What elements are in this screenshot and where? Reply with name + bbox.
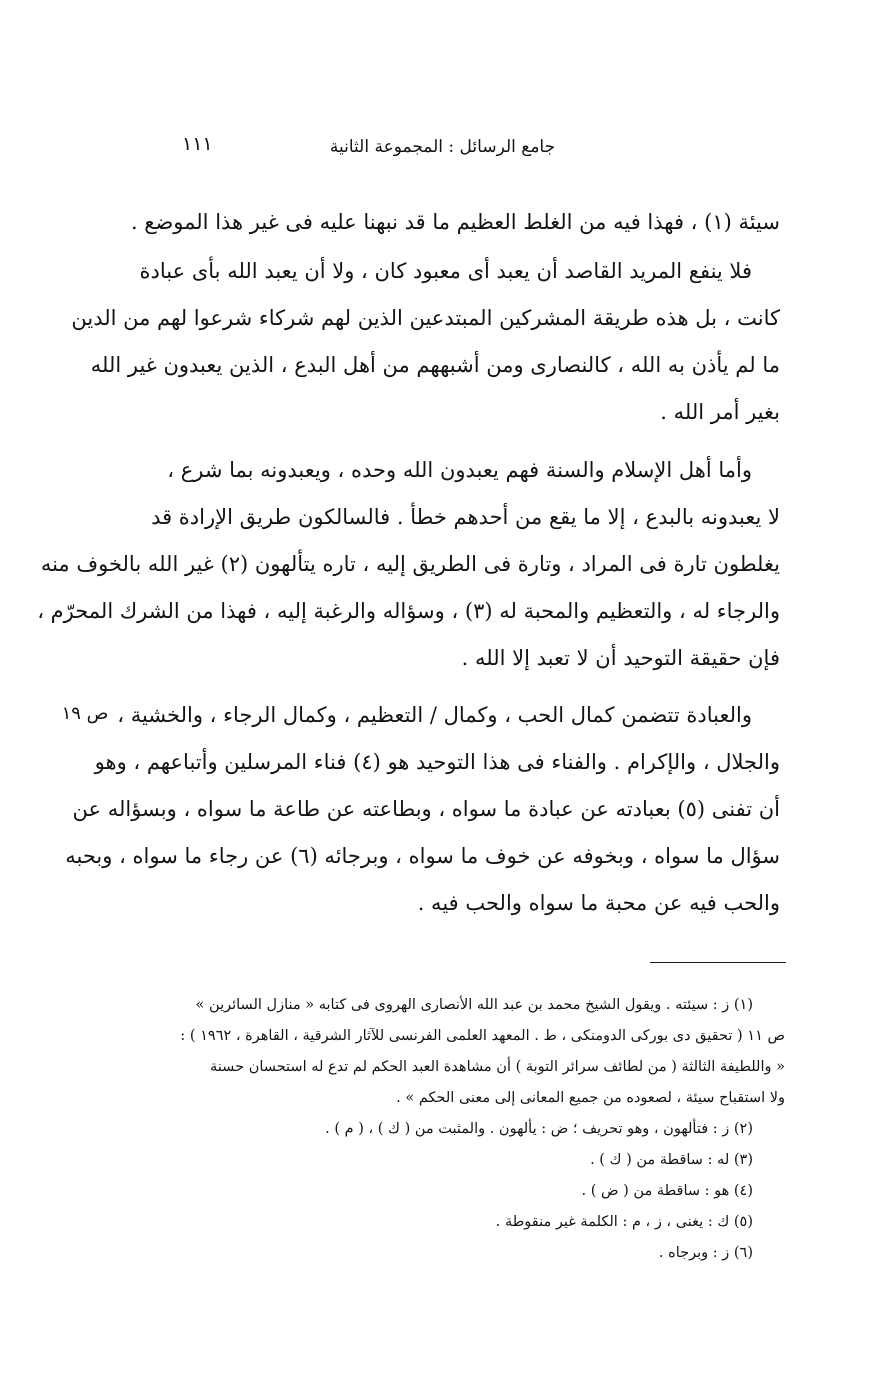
footnote-line: ولا استقباح سيئة ، لصعوده من جميع المعانى إلى معنى الحكم » . <box>396 1090 785 1106</box>
text-line: بغير أمر الله . <box>660 400 780 424</box>
text-line: وأما أهل الإسلام والسنة فهم يعبدون الله وحده ، ويعبدونه بما شرع ، <box>167 458 752 482</box>
footnote-1 <box>150 990 785 1114</box>
running-header-title: جامع الرسائل : المجموعة الثانية <box>329 137 556 157</box>
footnote-separator <box>650 962 786 963</box>
footnote-6: (٦) ز : وبرجاه . <box>658 1245 753 1261</box>
text-line: أن تفنى (٥) بعبادته عن عبادة ما سواه ، وبطاعته عن طاعة ما سواه ، وبسؤاله عن <box>72 797 780 821</box>
text-line: فلا ينفع المريد القاصد أن يعبد أى معبود كان ، ولا أن يعبد الله بأى عبادة <box>139 259 752 283</box>
footnote-5: (٥) ك : يغنى ، ز ، م : الكلمة غير منقوطة . <box>495 1214 753 1230</box>
text-line: والرجاء له ، والتعظيم والمحبة له (٣) ، وسؤاله والرغبة إليه ، فهذا من الشرك المحرّم ، <box>37 599 780 623</box>
paragraph-3 <box>37 447 780 682</box>
footnote-line: « واللطيفة الثالثة ( من لطائف سرائر التوبة ) أن مشاهدة العبد الحكم لم تدع له استحسان حسنة <box>210 1059 785 1075</box>
footnote-4: (٤) هو : ساقطة من ( ض ) . <box>581 1183 753 1199</box>
text-line: والحب فيه عن محبة ما سواه والحب فيه . <box>417 891 780 915</box>
text-line: لا يعبدونه بالبدع ، إلا ما يقع من أحدهم خطأ . فالسالكون طريق الإرادة قد <box>151 505 780 529</box>
text-line: يغلطون تارة فى المراد ، وتارة فى الطريق إليه ، تاره يتألهون (٢) غير الله بالخوف منه <box>40 552 780 576</box>
margin-manuscript-reference: ص ١٩ <box>61 703 109 724</box>
text-line: سيئة (١) ، فهذا فيه من الغلط العظيم ما قد نبهنا عليه فى غير هذا الموضع . <box>130 210 780 234</box>
paragraph-1 <box>130 199 780 246</box>
text-line: فإن حقيقة التوحيد أن لا تعبد إلا الله . <box>461 646 780 670</box>
text-line: والجلال ، والإكرام . والفناء فى هذا التوحيد هو (٤) فناء المرسلين وأتباعهم ، وهو <box>94 750 780 774</box>
text-line: ما لم يأذن به الله ، كالنصارى ومن أشبههم من أهل البدع ، الذين يعبدون غير الله <box>90 353 780 377</box>
footnote-line: ص ١١ ( تحقيق دى بوركى الدومنكى ، ط . المعهد العلمى الفرنسى للآثار الشرقية ، القاهرة ، ١٩٦٢ ) : <box>180 1028 785 1044</box>
text-line: كانت ، بل هذه طريقة المشركين المبتدعين الذين لهم شركاء شرعوا لهم من الدين <box>71 306 780 330</box>
paragraph-2 <box>71 248 780 436</box>
footnotes <box>150 990 785 1269</box>
footnote-line: (١) ز : سيئته . ويقول الشيخ محمد بن عبد الله الأنصارى الهروى فى كتابه « منازل السائرين » <box>195 997 753 1013</box>
page-number: ١١١ <box>182 133 213 155</box>
text-line: والعبادة تتضمن كمال الحب ، وكمال / التعظيم ، وكمال الرجاء ، والخشية ، <box>117 703 752 727</box>
footnote-3: (٣) له : ساقطة من ( ك ) . <box>590 1152 753 1168</box>
footnote-2: (٢) ز : فتألهون ، وهو تحريف ؛ ض : يألهون . والمثبت من ( ك ) ، ( م ) . <box>325 1121 753 1137</box>
text-line: سؤال ما سواه ، وبخوفه عن خوف ما سواه ، وبرجائه (٦) عن رجاء ما سواه ، وبحبه <box>65 844 780 868</box>
